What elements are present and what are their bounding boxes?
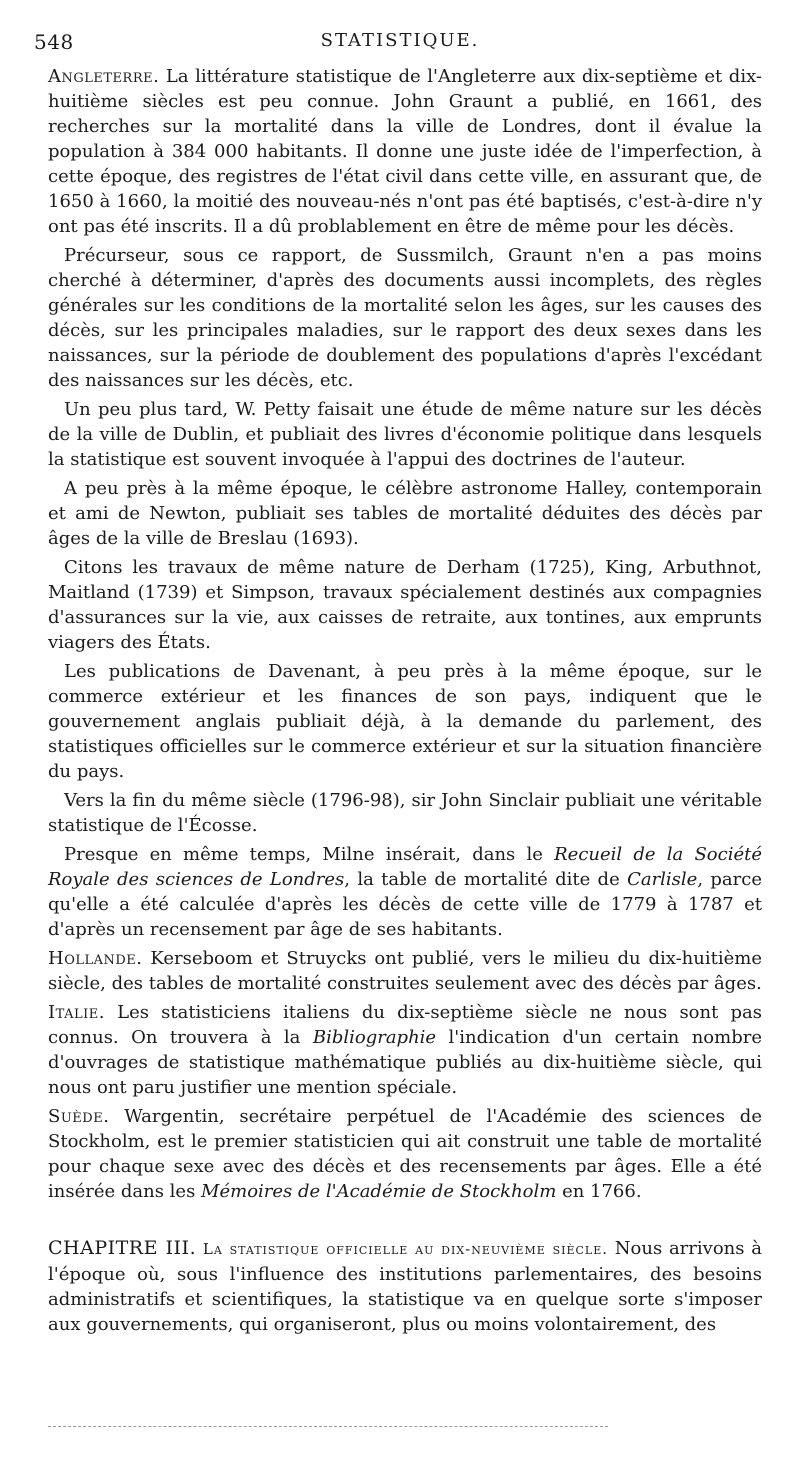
chapter-paragraph	[48, 1236, 762, 1337]
paragraph-text: en 1766.	[556, 1181, 642, 1202]
paragraph-text: Précurseur, sous ce rapport, de Sussmilch, Graunt n'en a pas moins cherché à déterminer, d'après des documents aussi incomplets, des règles générales sur les conditions de la mortalité selon les âges, sur les causes des décès, sur les principales maladies, sur le rapport des deux sexes dans les naissances, sur la période de doublement des populations d'après l'excédant des naissances sur les décès, etc.	[48, 245, 762, 391]
section-lead: Hollande.	[48, 948, 143, 969]
chapter-title: La statistique officielle au dix-neuvième siècle.	[202, 1240, 608, 1258]
section-lead: Angleterre.	[48, 66, 160, 87]
page-number: 548	[34, 30, 74, 54]
chapter-text: Nous arrivons à l'époque où, sous l'influence des institutions parlementaires, des besoins administratifs et scientifiques, la statistique va en quelque sorte s'imposer aux gouvernements, qui organiseront, plus ou moins volontairement, des	[48, 1238, 762, 1335]
section-lead: Suède.	[48, 1106, 110, 1127]
paragraph-text: Les publications de Davenant, à peu près à la même époque, sur le commerce extérieur et les finances de son pays, indiquent que le gouvernement anglais publiait déjà, à la demande du parlement, des statistiques officielles sur le commerce extérieur et sur la situation financière du pays.	[48, 661, 762, 782]
italic-text: Mémoires de l'Académie de Stockholm	[201, 1181, 557, 1202]
paragraph	[48, 397, 762, 472]
chapter-label: CHAPITRE III.	[48, 1237, 197, 1259]
paragraph	[48, 476, 762, 551]
paragraph	[48, 788, 762, 838]
paragraph-text: l'indication d'un certain nombre d'ouvrages de statistique mathématique publiés au dix-huitième siècle, qui nous ont paru justifier une mention spéciale.	[48, 1027, 762, 1098]
running-title: STATISTIQUE.	[320, 30, 480, 51]
paragraph	[48, 64, 762, 239]
paragraph-text: La littérature statistique de l'Angleterre aux dix-septième et dix-huitième siècles est peu connue. John Graunt a publié, en 1661, des recherches sur la mortalité dans la ville de Londres, dont il évalue la population à 384 000 habitants. Il donne une juste idée de l'imperfection, à cette époque, des registres de l'état civil dans cette ville, en assurant que, de 1650 à 1660, la moitié des nouveau-nés n'ont pas été baptisés, c'est-à-dire n'y ont pas été inscrits. Il a dû problablement en être de même pour les décès.	[48, 66, 762, 237]
footer-rule	[48, 1426, 608, 1427]
paragraph-text: Vers la fin du même siècle (1796-98), sir John Sinclair publiait une véritable statistique de l'Écosse.	[48, 790, 762, 836]
paragraph-text: Presque en même temps, Milne insérait, dans le	[64, 844, 555, 865]
paragraph	[48, 946, 762, 996]
paragraph-text: Wargentin, secrétaire perpétuel de l'Académie des sciences de Stockholm, est le premier statisticien qui ait construit une table de mortalité pour chaque sexe avec des décès et des recensements par âges. Elle a été insérée dans les	[48, 1106, 762, 1202]
paragraph	[48, 659, 762, 784]
paragraph-text: Citons les travaux de même nature de Derham (1725), King, Arbuthnot, Maitland (1739) et Simpson, travaux spécialement destinés aux compagnies d'assurances sur la vie, aux caisses de retraite, aux tontines, aux emprunts viagers des États.	[48, 557, 762, 653]
body-text	[48, 64, 762, 1341]
section-lead: Italie.	[48, 1002, 105, 1023]
paragraph	[48, 1000, 762, 1100]
paragraph-text: Kerseboom et Struycks ont publié, vers le milieu du dix-huitième siècle, des tables de mortalité construites seulement avec des décès par âges.	[48, 948, 762, 994]
paragraph-text: , parce qu'elle a été calculée d'après les décès de cette ville de 1779 à 1787 et d'après un recensement par âge de ses habitants.	[48, 869, 762, 940]
paragraph	[48, 1104, 762, 1204]
paragraph	[48, 842, 762, 942]
paragraph-text: A peu près à la même époque, le célèbre astronome Halley, contemporain et ami de Newton, publiait ses tables de mortalité déduites des décès par âges de la ville de Breslau (1693).	[48, 478, 762, 549]
italic-text: Recueil de la Société Royale des sciences de Londres	[48, 844, 762, 890]
paragraph-text: , la table de mortalité dite de	[344, 869, 628, 890]
italic-text: Carlisle	[627, 869, 698, 890]
paragraph	[48, 243, 762, 393]
italic-text: Bibliographie	[312, 1027, 437, 1048]
paragraph-text: Les statisticiens italiens du dix-septième siècle ne nous sont pas connus. On trouvera à la	[48, 1002, 762, 1048]
paragraph-text: Un peu plus tard, W. Petty faisait une étude de même nature sur les décès de la ville de Dublin, et publiait des livres d'économie politique dans lesquels la statistique est souvent invoquée à l'appui des doctrines de l'auteur.	[48, 399, 762, 470]
page-header	[28, 30, 772, 58]
paragraph	[48, 555, 762, 655]
